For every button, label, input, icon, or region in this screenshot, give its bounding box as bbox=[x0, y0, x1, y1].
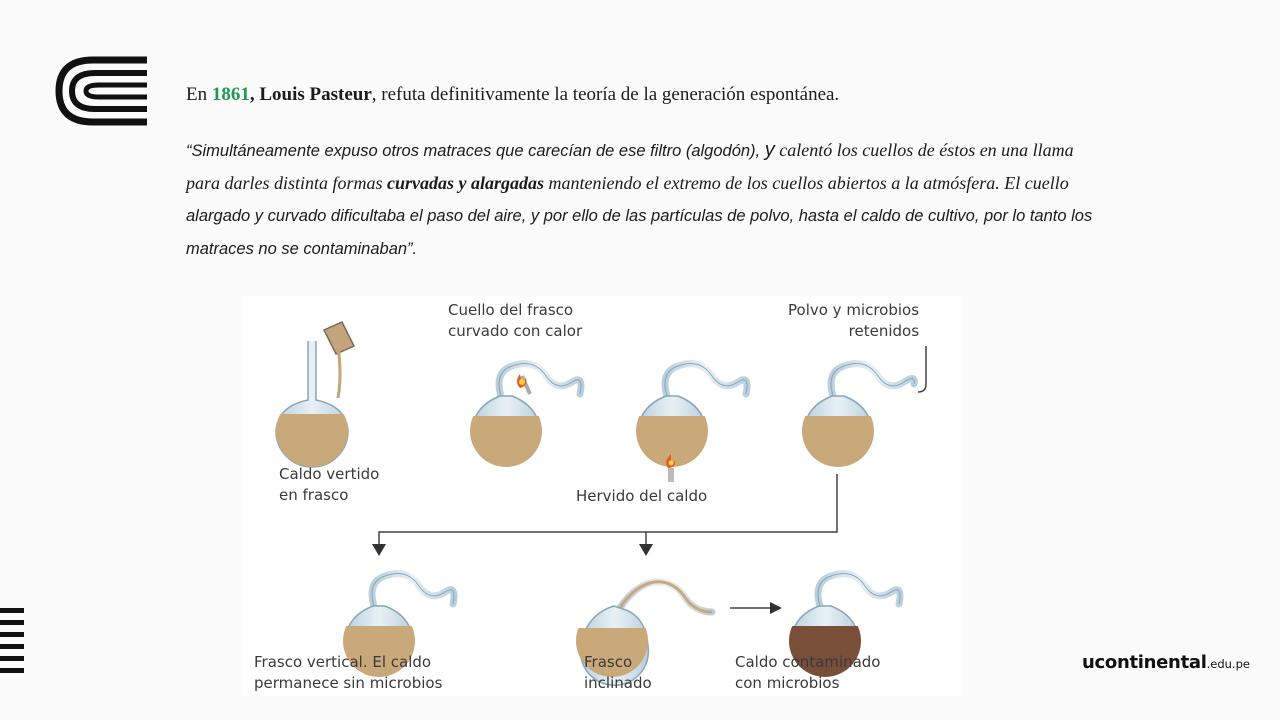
quote-paragraph: “Simultáneamente expuso otros matraces que carecían de ese filtro (algodón), y calentó los cuellos de éstos en una llama para darles distinta formas curvadas y alargadas manteniendo el extremo de los cuellos abiertos a la atmósfera. El cuello alargado y curvado dificultaba el paso del aire, y por ello de las partículas de polvo, hasta el caldo de cultivo, por lo tanto los matraces no se contaminaban”. bbox=[186, 139, 1093, 258]
flame-icon bbox=[517, 374, 530, 394]
label-flask-tilted: Frasco inclinado bbox=[584, 653, 652, 692]
label-broth-contaminated: Caldo contaminado con microbios bbox=[735, 653, 881, 692]
flask-dust-retained bbox=[800, 346, 926, 476]
label-flask-vertical: Frasco vertical. El caldo permanece sin microbios bbox=[254, 653, 443, 692]
brand-logo bbox=[1082, 652, 1250, 673]
brand-suffix: .edu.pe bbox=[1206, 657, 1250, 671]
flask-boiling bbox=[634, 364, 747, 482]
year-highlight: 1861 bbox=[211, 84, 250, 105]
label-broth-poured: Caldo vertido en frasco bbox=[279, 465, 380, 504]
continental-logo-icon bbox=[55, 56, 150, 126]
side-lines-decoration bbox=[0, 606, 24, 678]
pasteur-experiment-figure bbox=[242, 296, 962, 696]
flask-neck-heated bbox=[468, 364, 581, 476]
label-dust-retained: Polvo y microbios retenidos bbox=[788, 301, 920, 340]
label-boiling: Hervido del caldo bbox=[576, 487, 708, 505]
label-neck-curved: Cuello del frasco curvado con calor bbox=[448, 301, 583, 340]
flask-pouring bbox=[272, 322, 354, 474]
intro-sentence: En 1861, Louis Pasteur, refuta definitivamente la teoría de la generación espontánea. bbox=[186, 84, 840, 105]
scientist-name: Louis Pasteur bbox=[259, 84, 372, 105]
brand-name: ucontinental bbox=[1082, 652, 1207, 673]
